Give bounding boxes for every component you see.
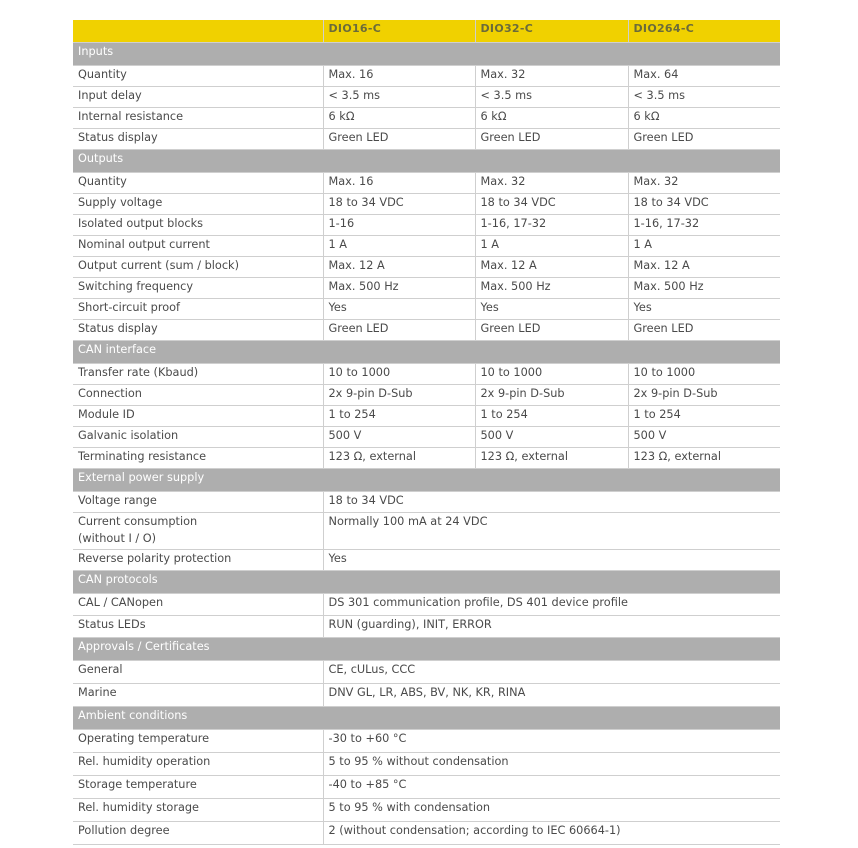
cell-value: DS 301 communication profile, DS 401 device profile [323,594,780,616]
section-title: Outputs [73,150,780,173]
table-row [73,236,780,257]
cell-dio32c: 2x 9-pin D-Sub [475,385,628,406]
cell-value: 5 to 95 % with condensation [323,799,780,822]
row-label: Connection [73,385,323,406]
table-row [73,684,780,707]
table-row [73,822,780,845]
section-title: Inputs [73,43,780,66]
cell-dio32c: 18 to 34 VDC [475,194,628,215]
cell-dio264c: 1 to 254 [628,406,780,427]
cell-dio264c: 1 A [628,236,780,257]
cell-value: Normally 100 mA at 24 VDC [323,513,780,550]
row-label: Module ID [73,406,323,427]
cell-dio16c: 1 A [323,236,475,257]
row-label: General [73,661,323,684]
cell-dio32c: 6 kΩ [475,108,628,129]
row-label [73,513,323,550]
row-label-line: (without I / O) [78,532,157,545]
cell-dio32c: 1 to 254 [475,406,628,427]
cell-dio16c: Max. 16 [323,173,475,194]
table-row [73,320,780,341]
cell-dio16c: Max. 12 A [323,257,475,278]
cell-value: 5 to 95 % without condensation [323,753,780,776]
cell-dio16c: Yes [323,299,475,320]
cell-dio32c: 10 to 1000 [475,364,628,385]
row-label: Switching frequency [73,278,323,299]
section-title: External power supply [73,469,780,492]
section-can-interface [73,341,780,364]
table-row [73,364,780,385]
row-label: Isolated output blocks [73,215,323,236]
cell-dio264c: 2x 9-pin D-Sub [628,385,780,406]
cell-dio32c: Max. 500 Hz [475,278,628,299]
row-label: Input delay [73,87,323,108]
section-inputs [73,43,780,66]
table-row [73,385,780,406]
table-row [73,108,780,129]
table-row [73,799,780,822]
table-row [73,448,780,469]
section-title: CAN interface [73,341,780,364]
cell-dio264c: Max. 500 Hz [628,278,780,299]
cell-dio32c: 500 V [475,427,628,448]
header-row [73,20,780,43]
table-row [73,550,780,571]
cell-value: Yes [323,550,780,571]
row-label: Marine [73,684,323,707]
section-outputs [73,150,780,173]
cell-value: 2 (without condensation; according to IEC 60664-1) [323,822,780,845]
cell-dio16c: 1 to 254 [323,406,475,427]
table-row [73,492,780,513]
cell-dio264c: Max. 32 [628,173,780,194]
row-label: Supply voltage [73,194,323,215]
table-row [73,87,780,108]
table-row [73,776,780,799]
row-label: Output current (sum / block) [73,257,323,278]
cell-dio264c: 1-16, 17-32 [628,215,780,236]
table-row [73,616,780,638]
section-ambient [73,707,780,730]
row-label: CAL / CANopen [73,594,323,616]
cell-value: DNV GL, LR, ABS, BV, NK, KR, RINA [323,684,780,707]
table-row [73,129,780,150]
header-dio16c: DIO16-C [323,20,475,43]
cell-dio32c: Max. 12 A [475,257,628,278]
table-row [73,66,780,87]
cell-dio16c: Green LED [323,129,475,150]
row-label: Terminating resistance [73,448,323,469]
cell-dio32c: Green LED [475,129,628,150]
header-dio264c: DIO264-C [628,20,780,43]
row-label: Transfer rate (Kbaud) [73,364,323,385]
cell-dio32c: Max. 32 [475,173,628,194]
cell-dio264c: 123 Ω, external [628,448,780,469]
cell-dio16c: < 3.5 ms [323,87,475,108]
table-row [73,513,780,550]
cell-dio264c: < 3.5 ms [628,87,780,108]
cell-dio16c: Max. 500 Hz [323,278,475,299]
table-row [73,278,780,299]
table-row [73,753,780,776]
cell-dio16c: Green LED [323,320,475,341]
cell-dio264c: 6 kΩ [628,108,780,129]
cell-dio264c: Max. 64 [628,66,780,87]
cell-dio264c: Yes [628,299,780,320]
row-label: Internal resistance [73,108,323,129]
cell-value: -30 to +60 °C [323,730,780,753]
cell-dio16c: 123 Ω, external [323,448,475,469]
cell-value: RUN (guarding), INIT, ERROR [323,616,780,638]
row-label: Pollution degree [73,822,323,845]
row-label: Nominal output current [73,236,323,257]
table-row [73,661,780,684]
row-label: Galvanic isolation [73,427,323,448]
table-row [73,730,780,753]
row-label: Quantity [73,66,323,87]
cell-dio16c: 18 to 34 VDC [323,194,475,215]
cell-dio16c: 10 to 1000 [323,364,475,385]
table-row [73,173,780,194]
cell-value: CE, cULus, CCC [323,661,780,684]
section-title: Ambient conditions [73,707,780,730]
section-title: Approvals / Certificates [73,638,780,661]
cell-dio16c: 2x 9-pin D-Sub [323,385,475,406]
table-row [73,427,780,448]
cell-dio16c: Max. 16 [323,66,475,87]
table-row [73,215,780,236]
cell-dio32c: Max. 32 [475,66,628,87]
cell-dio16c: 6 kΩ [323,108,475,129]
table-row [73,594,780,616]
cell-dio32c: 1-16, 17-32 [475,215,628,236]
spec-table [73,20,780,845]
cell-dio264c: 10 to 1000 [628,364,780,385]
cell-dio264c: Green LED [628,129,780,150]
table-row [73,299,780,320]
cell-dio16c: 500 V [323,427,475,448]
cell-dio32c: Green LED [475,320,628,341]
section-title: CAN protocols [73,571,780,594]
cell-dio16c: 1-16 [323,215,475,236]
row-label: Voltage range [73,492,323,513]
row-label-line: Current consumption [78,515,198,528]
section-power [73,469,780,492]
table-row [73,257,780,278]
cell-dio32c: 1 A [475,236,628,257]
header-dio32c: DIO32-C [475,20,628,43]
row-label: Operating temperature [73,730,323,753]
cell-dio264c: Max. 12 A [628,257,780,278]
row-label: Rel. humidity storage [73,799,323,822]
section-approvals [73,638,780,661]
cell-dio32c: 123 Ω, external [475,448,628,469]
cell-dio32c: < 3.5 ms [475,87,628,108]
row-label: Short-circuit proof [73,299,323,320]
section-can-protocols [73,571,780,594]
cell-value: -40 to +85 °C [323,776,780,799]
cell-dio264c: 500 V [628,427,780,448]
header-cell-empty [73,20,323,43]
row-label: Reverse polarity protection [73,550,323,571]
row-label: Storage temperature [73,776,323,799]
table-row [73,406,780,427]
table-row [73,194,780,215]
row-label: Status LEDs [73,616,323,638]
cell-dio32c: Yes [475,299,628,320]
row-label: Status display [73,129,323,150]
cell-value: 18 to 34 VDC [323,492,780,513]
row-label: Status display [73,320,323,341]
cell-dio264c: 18 to 34 VDC [628,194,780,215]
cell-dio264c: Green LED [628,320,780,341]
row-label: Rel. humidity operation [73,753,323,776]
row-label: Quantity [73,173,323,194]
